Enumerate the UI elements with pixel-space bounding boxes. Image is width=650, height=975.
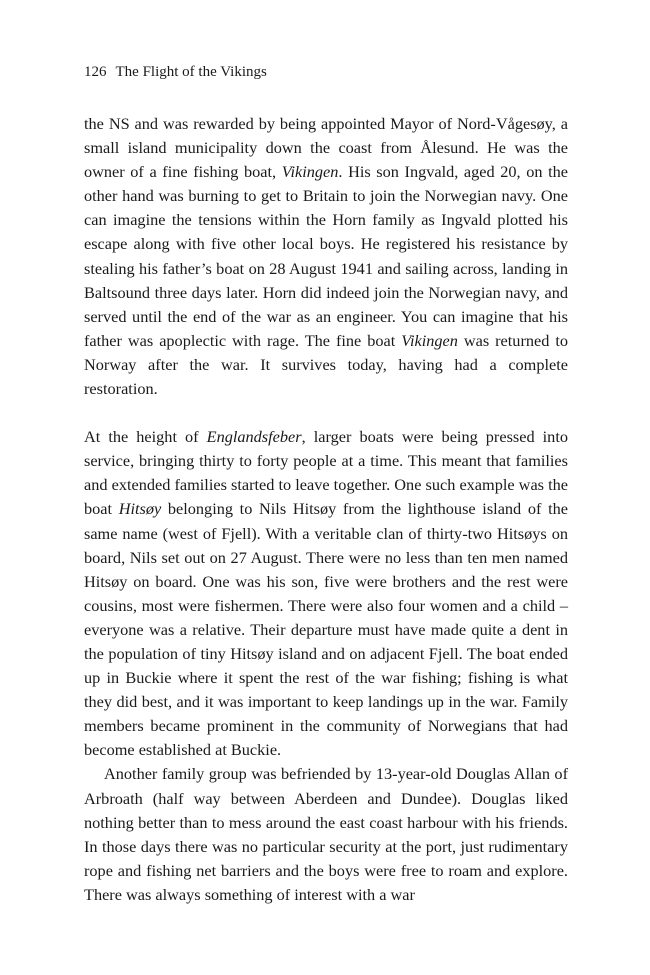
italic-boat-name: Vikingen — [401, 330, 458, 350]
paragraph — [84, 762, 568, 907]
italic-boat-name: Vikingen — [281, 162, 339, 182]
book-page — [84, 62, 568, 907]
paragraph — [84, 112, 568, 401]
chapter-title: The Flight of the Vikings — [115, 64, 267, 80]
page-number: 126 — [84, 64, 107, 80]
text-segment: , larger boats were being pressed into service, bringing thirty to forty people at a time. This meant that families and extended families started to leave together. One such example was the boat — [84, 427, 568, 519]
text-segment: the NS and was rewarded by being appointed Mayor of Nord-Vågesøy, a small island municipality down the coast from Ålesund. He was the owner of a fine fishing boat, — [84, 114, 568, 182]
italic-term: Englandsfeber — [206, 427, 302, 447]
paragraph — [84, 425, 568, 762]
text-segment: belonging to Nils Hitsøy from the lighthouse island of the same name (west of Fjell). With a veritable clan of thirty-two Hitsøys on board, Nils set out on 27 August. There were no less than ten men named Hitsøy on board. One was his son, five were brothers and the rest were cousins, most were fishermen. There were also four women and a child – everyone was a relative. Their departure must have made quite a dent in the population of tiny Hitsøy island and on adjacent Fjell. The boat ended up in Buckie where it spent the rest of the war fishing; fishing is what they did best, and it was important to keep landings up in the war. Family members became prominent in the community of Norwegians that had become established at Buckie. — [84, 499, 568, 760]
italic-boat-name: Hitsøy — [118, 499, 162, 519]
text-segment: At the height of — [84, 427, 207, 447]
body-text — [84, 112, 568, 907]
running-head — [84, 62, 568, 82]
text-segment: Another family group was befriended by 13-year-old Douglas Allan of Arbroath (half way between Aberdeen and Dundee). Douglas liked nothing better than to mess around the east coast harbour with his friends. In those days there was no particular security at the port, just rudimentary rope and fishing net barriers and the boys were free to roam and explore. There was always something of interest with a war — [84, 764, 568, 904]
text-segment: was returned to Norway after the war. It survives today, having had a complete restoration. — [84, 330, 569, 399]
text-segment: . His son Ingvald, aged 20, on the other hand was burning to get to Britain to join the Norwegian navy. One can imagine the tensions within the Horn family as Ingvald plotted his escape along with five other local boys. He registered his resistance by stealing his father’s boat on 28 August 1941 and sailing across, landing in Baltsound three days later. Horn did indeed join the Norwegian navy, and served until the end of the war as an engineer. You can imagine that his father was apoplectic with rage. The fine boat — [84, 162, 568, 350]
